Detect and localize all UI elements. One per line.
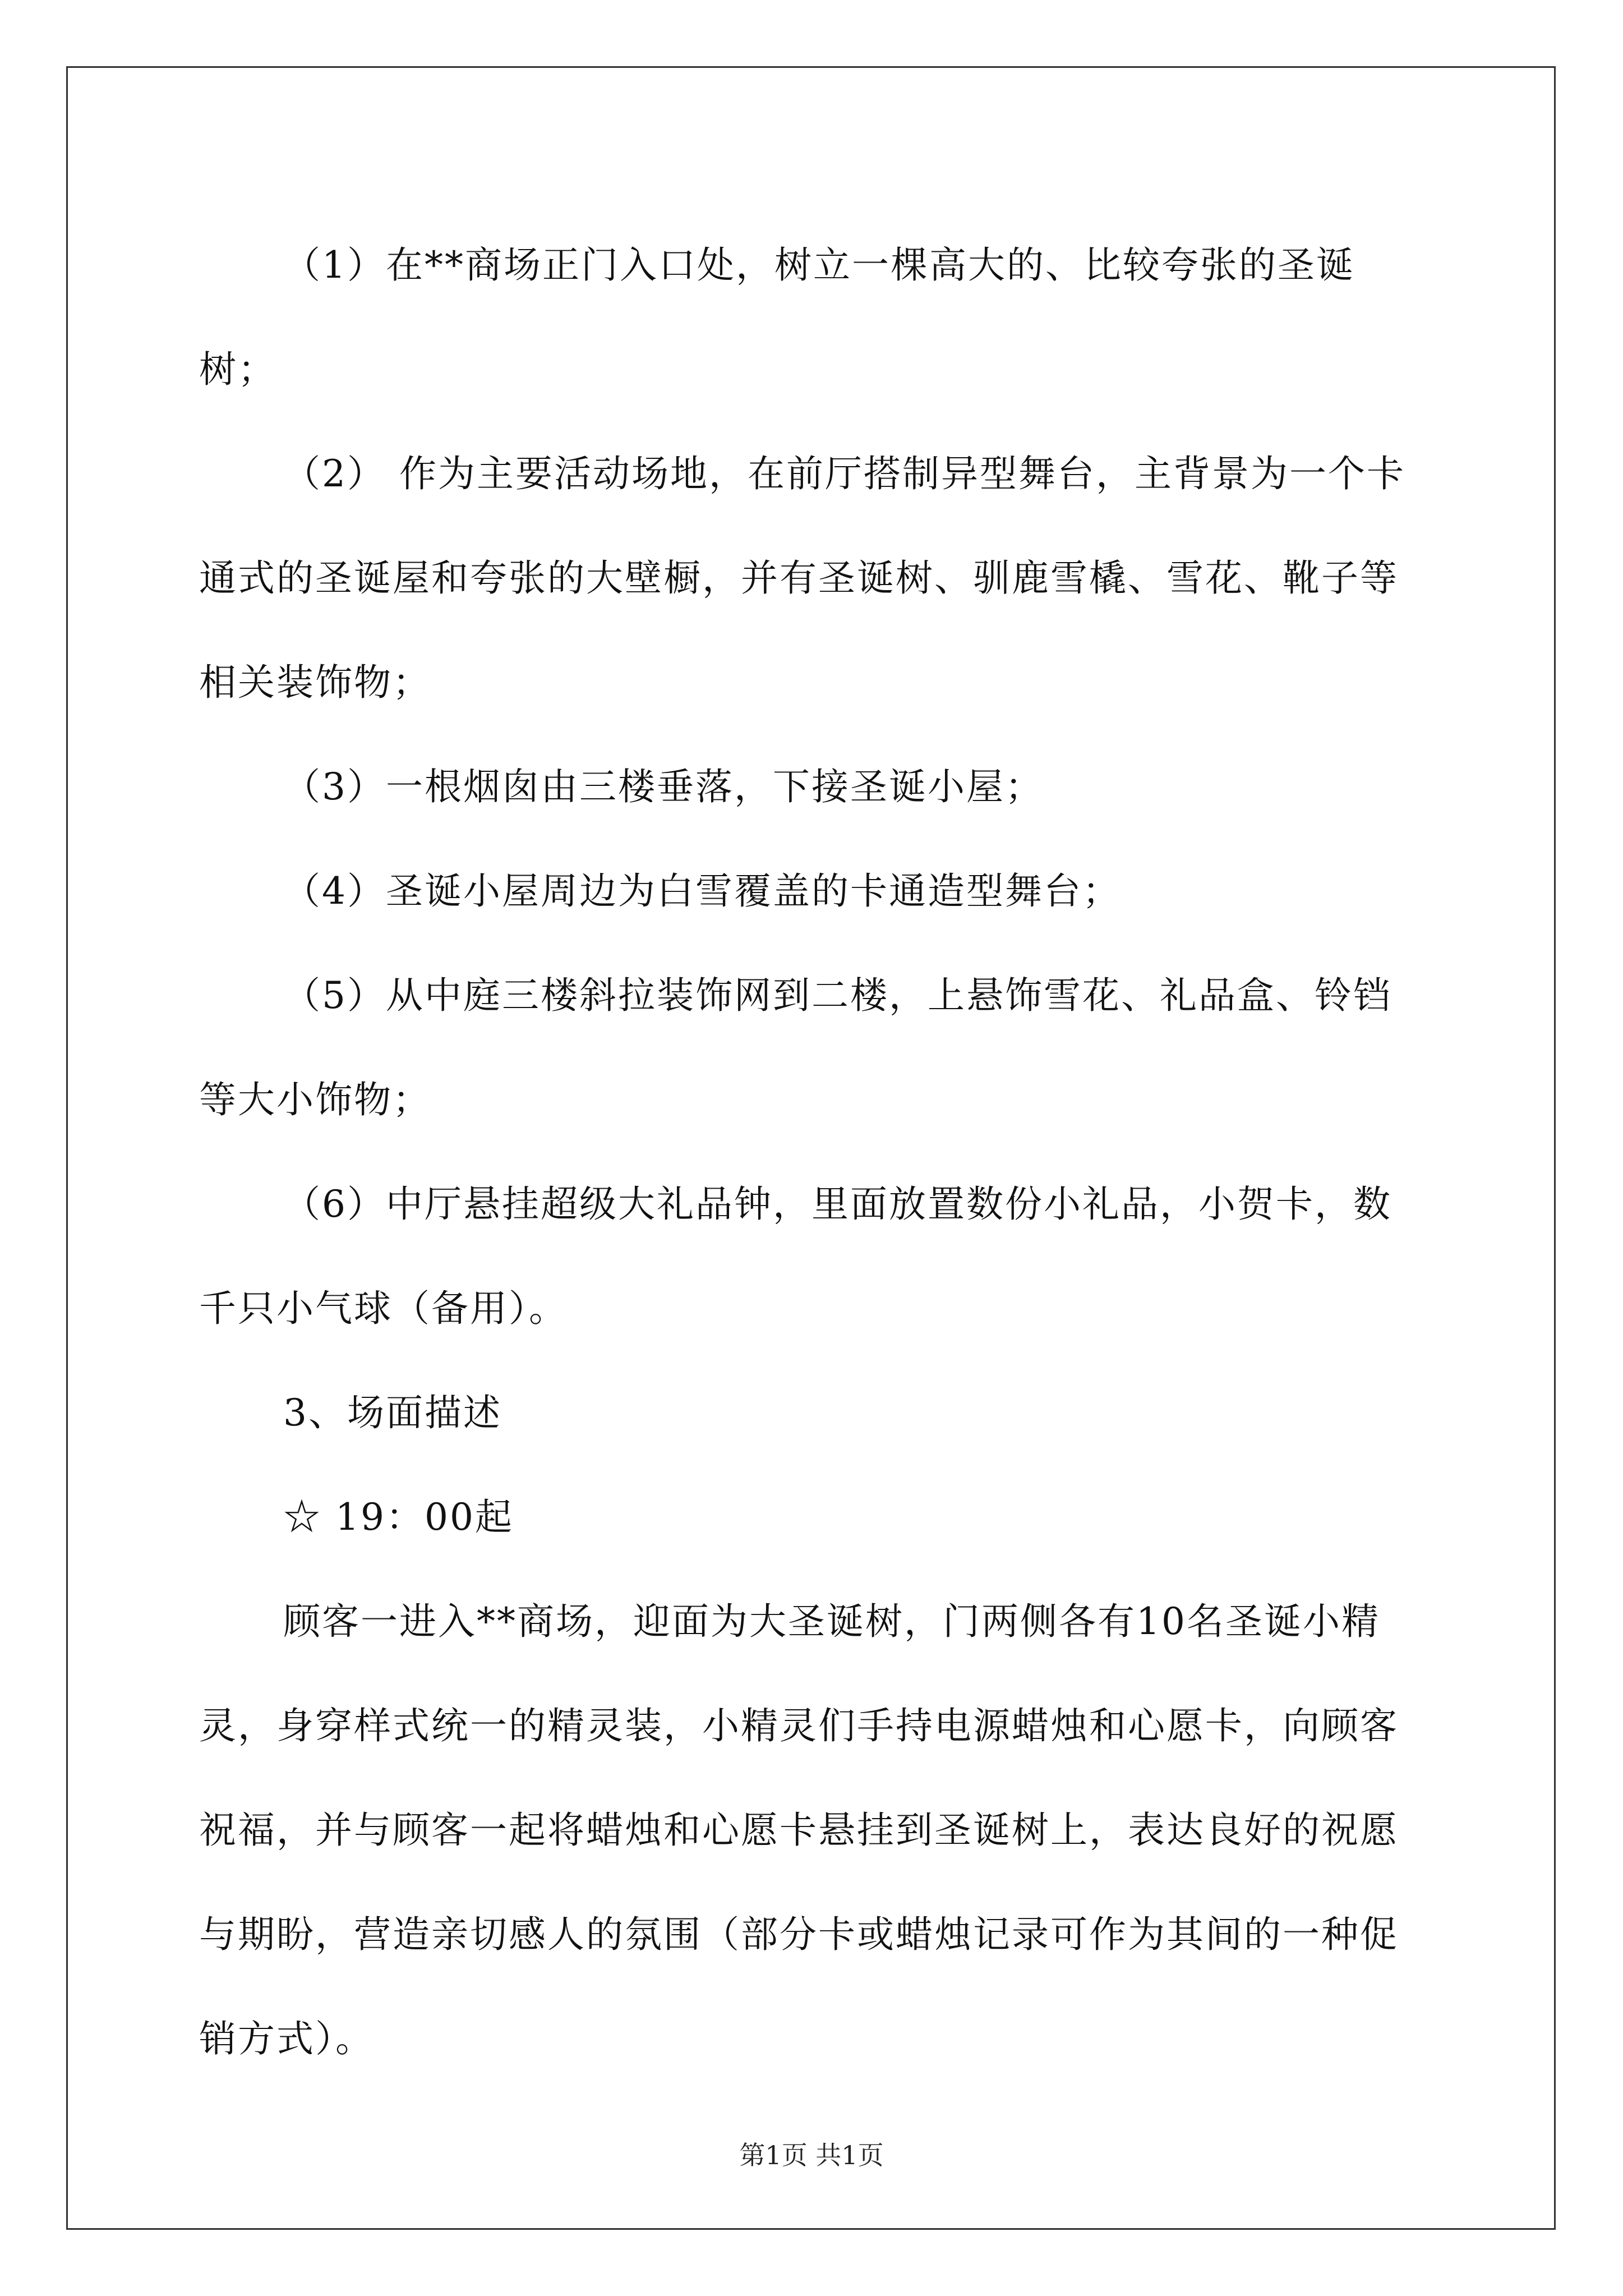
paragraph-item-5: （5）从中庭三楼斜拉装饰网到二楼，上悬饰雪花、礼品盒、铃铛等大小饰物；: [199, 974, 1392, 1121]
page-footer: 第1页 共1页: [739, 2140, 884, 2170]
section-heading: 3、场面描述: [283, 1391, 502, 1434]
paragraph-item-2: （2） 作为主要活动场地，在前厅搭制异型舞台，主背景为一个卡通式的圣诞屋和夸张的大壁橱，并有圣诞树、驯鹿雪橇、雪花、靴子等相关装饰物；: [199, 452, 1405, 704]
paragraph-item-1: （1）在**商场正门入口处，树立一棵高大的、比较夸张的圣诞树；: [199, 243, 1355, 391]
paragraph-item-4: （4）圣诞小屋周边为白雪覆盖的卡通造型舞台；: [283, 869, 1121, 913]
document-body: [199, 213, 1427, 2091]
time-marker: ☆ 19：00起: [283, 1496, 514, 1539]
paragraph-item-6: （6）中厅悬挂超级大礼品钟，里面放置数份小礼品，小贺卡，数千只小气球（备用）。: [199, 1182, 1392, 1330]
paragraph-item-3: （3）一根烟囱由三楼垂落，下接圣诞小屋；: [283, 765, 1044, 808]
scene-description: 顾客一进入**商场，迎面为大圣诞树，门两侧各有10名圣诞小精灵，身穿样式统一的精灵装，小精灵们手持电源蜡烛和心愿卡，向顾客祝福，并与顾客一起将蜡烛和心愿卡悬挂到圣诞树上，表达良好的祝愿与期盼，营造亲切感人的氛围（部分卡或蜡烛记录可作为其间的一种促销方式）。: [199, 1600, 1399, 2060]
